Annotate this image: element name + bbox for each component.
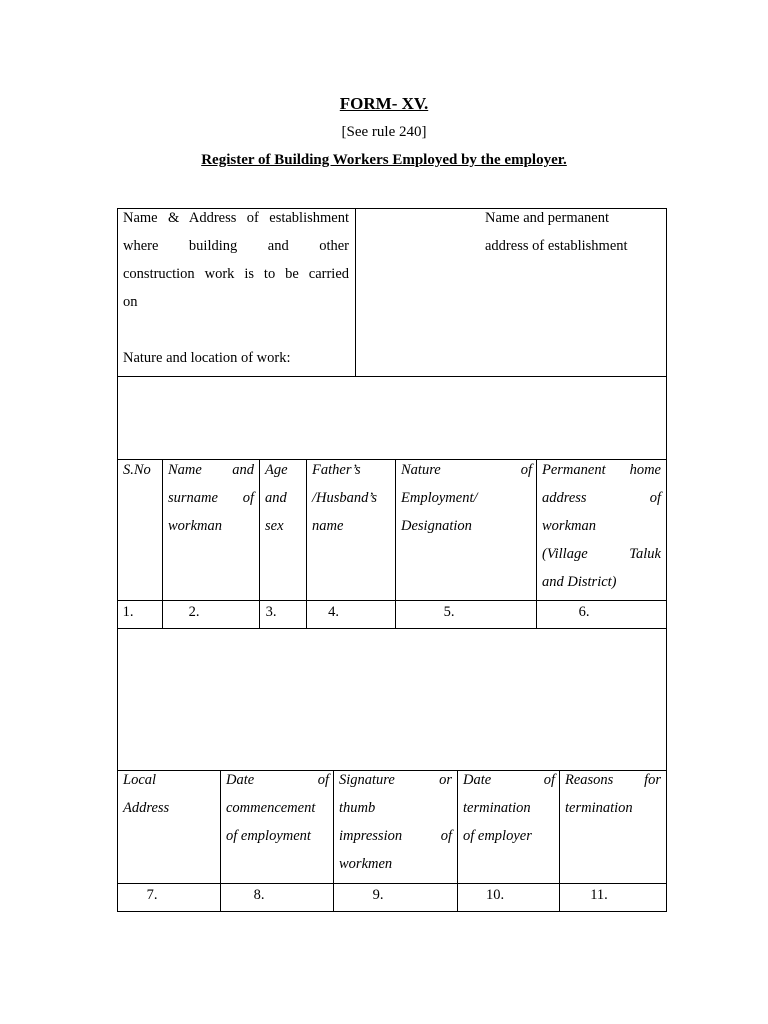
- establishment-left-cell: [123, 204, 349, 372]
- establishment-line: Name & Address of establishment: [123, 210, 349, 226]
- header-line: and: [265, 490, 287, 506]
- header-line: commencement: [226, 800, 316, 816]
- header-line: Date of: [226, 772, 329, 788]
- header-line: and District): [542, 574, 617, 590]
- header-line: Employment/: [401, 490, 478, 506]
- header-line: Age: [265, 462, 288, 478]
- header-line: of employment: [226, 828, 311, 844]
- header-line: workman: [168, 518, 222, 534]
- header-line: termination: [463, 800, 531, 816]
- header-line: Designation: [401, 518, 472, 534]
- header-line: Permanent home: [542, 462, 661, 478]
- header-line: Nature of: [401, 462, 532, 478]
- table2-col-number: 9.: [372, 887, 384, 903]
- header-line: Reasons for: [565, 772, 661, 788]
- establishment-line: on: [123, 294, 138, 310]
- header-line: Name and: [168, 462, 254, 478]
- form-title: FORM- XV.: [339, 94, 429, 113]
- nature-location-label: Nature and location of work:: [123, 350, 291, 366]
- header-line: workman: [542, 518, 596, 534]
- table2-header-termination-date: [463, 766, 555, 850]
- header-line: sex: [265, 518, 284, 534]
- table2-col-number: 8.: [253, 887, 265, 903]
- table1-header-name: [168, 456, 254, 540]
- table2-col-number: 10.: [485, 887, 505, 903]
- establishment-line: where building and other: [123, 238, 349, 254]
- table1-col-number: 1.: [122, 604, 134, 620]
- header-line: workmen: [339, 856, 393, 872]
- header-line: Date of: [463, 772, 555, 788]
- table2-col-number: 7.: [146, 887, 158, 903]
- table1-col-number: 6.: [578, 604, 590, 620]
- table1-header-age: [265, 456, 303, 540]
- establishment-line: construction work is to be carried: [123, 266, 349, 282]
- table1-header-sno: [123, 456, 159, 484]
- header-line: termination: [565, 800, 633, 816]
- table2-header-reasons: [565, 766, 661, 822]
- establishment-right-cell: [485, 204, 665, 260]
- table2-header-commencement: [226, 766, 329, 850]
- header-line: Father’s: [312, 462, 361, 478]
- table1-col-number: 4.: [328, 604, 339, 620]
- table1-header-nature: [401, 456, 532, 540]
- table1-header-address: [542, 456, 661, 596]
- table1-number-line: [117, 600, 667, 601]
- table1-bottom-line: [117, 628, 667, 629]
- table1-header-father: [312, 456, 392, 540]
- header-line: Address: [123, 800, 170, 816]
- header-line: Signature or: [339, 772, 452, 788]
- header-line: impression of: [339, 828, 452, 844]
- header-line: S.No: [123, 462, 151, 478]
- establishment-divider: [355, 208, 356, 376]
- form-subtitle: Register of Building Workers Employed by the employer.: [201, 152, 567, 168]
- form-rule-reference: [See rule 240]: [341, 124, 427, 140]
- establishment-bottom-line: [117, 376, 667, 377]
- table2-header-signature: [339, 766, 452, 878]
- table2-number-line: [117, 883, 667, 884]
- table1-col-number: 2.: [188, 604, 200, 620]
- header-line: of employer: [463, 828, 532, 844]
- permanent-address-line: address of establishment: [485, 238, 628, 254]
- header-line: name: [312, 518, 344, 534]
- table1-col-number: 5.: [443, 604, 455, 620]
- header-line: address of: [542, 490, 661, 506]
- header-line: Local: [123, 772, 157, 788]
- header-line: thumb: [339, 800, 376, 816]
- permanent-address-line: Name and permanent: [485, 210, 610, 226]
- header-line: /Husband’s: [312, 490, 377, 506]
- table2-col-number: 11.: [590, 887, 608, 903]
- table2-header-local-address: [123, 766, 217, 822]
- header-line: surname of: [168, 490, 254, 506]
- table1-col-number: 3.: [265, 604, 277, 620]
- header-line: (Village Taluk: [542, 546, 661, 562]
